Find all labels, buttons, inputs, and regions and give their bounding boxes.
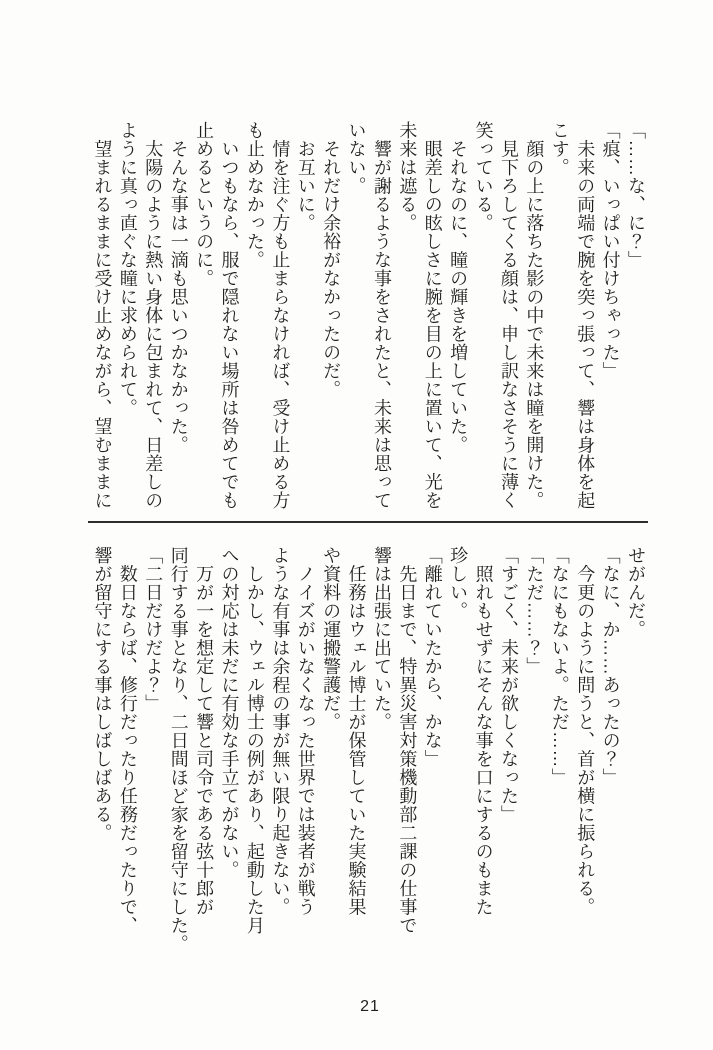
text-line: 響が謝るような事をされたと、未来は思って [371,121,392,510]
text-line: 「ただ……？」 [524,546,545,676]
text-line: 「離れていたから、かな」 [422,546,443,768]
text-line: 響が留守にする事はしばしばある。 [92,546,113,842]
text-line: 照れもせずにそんな事を口にするのもまた [473,546,494,916]
text-line: しかし、ウェル博士の例があり、起動した月 [244,546,265,935]
text-line: ノイズがいなくなった世界では装者が戦う [295,546,316,916]
text-line: ように真っ直ぐな瞳に求められて。 [117,121,138,417]
text-line: も止めなかった。 [244,121,265,269]
text-line: せがんだ。 [626,546,646,639]
section-divider-line [88,521,648,523]
text-line: 響は出張に出ていた。 [371,546,392,731]
text-line: 同行する事となり、二日間ほど家を留守にした。 [168,546,189,953]
text-line: 「二日だけだよ？」 [143,546,164,713]
text-line: への対応は未だに有効な手立てがない。 [219,546,240,879]
text-line: 未来の両端で腕を突っ張って、響は身体を起 [575,121,596,510]
text-line: 先日まで、特異災害対策機動部二課の仕事で [397,546,418,935]
text-line: 情を注ぐ方も止まらなければ、受け止める方 [270,121,291,510]
text-line: 万が一を想定して響と司令である弦十郎が [194,546,215,916]
text-line: それなのに、瞳の輝きを増していた。 [448,121,469,454]
text-line: 珍しい。 [448,546,469,620]
text-line: こす。 [549,121,570,177]
text-line: 太陽のように熱い身体に包まれて、日差しの [143,121,164,510]
text-line: 今更のように問うと、首が横に振られる。 [575,546,596,916]
text-line: いない。 [346,121,367,195]
text-line: 笑っている。 [473,121,494,232]
text-line: 「なに、か……あったの？」 [600,546,621,787]
text-line: ような有事は余程の事が無い限り起きない。 [270,546,291,916]
text-line: 「……な、に？」 [626,121,646,269]
text-line: 見下ろしてくる顔は、申し訳なさそうに薄く [498,121,519,510]
text-line: 眼差しの眩しさに腕を目の上に置いて、光を [422,121,443,510]
text-line: いつもなら、服で隠れない場所は咎めてでも [219,121,240,510]
text-line: 「痕、いっぱい付けちゃった」 [600,121,621,380]
text-line: そんな事は一滴も思いつかなかった。 [168,121,189,454]
text-line: 任務はウェル博士が保管していた実験結果 [346,546,367,916]
text-line: 望まれるままに受け止めながら、望むままに [92,121,113,510]
top-text-section [88,121,648,541]
text-line: 「なにもないよ。ただ……」 [549,546,570,787]
text-line: 止めるというのに。 [194,121,215,288]
page-number: 21 [360,998,380,1015]
text-line: 数日ならば、修行だったり任務だったりで、 [117,546,138,935]
text-line: や資料の運搬警護だ。 [321,546,342,731]
text-line: 顔の上に落ちた影の中で未来は瞳を開けた。 [524,121,545,510]
text-line: 未来は遮る。 [397,121,418,232]
text-line: それだけ余裕がなかったのだ。 [321,121,342,399]
text-line: お互いに。 [295,121,316,232]
text-line: 「すごく、未来が欲しくなった」 [498,546,519,824]
bottom-text-section [88,546,648,966]
